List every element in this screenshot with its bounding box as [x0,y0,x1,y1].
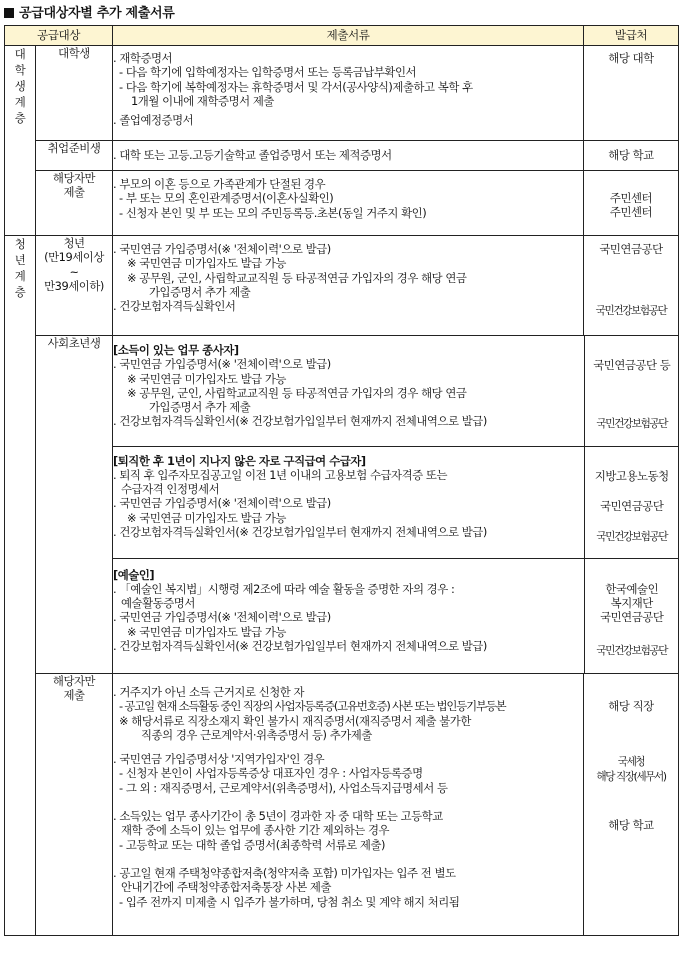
target-univ-applicable: 해당자만 제출 [36,171,113,236]
block-school-period: . 소득있는 업무 종사기간이 총 5년이 경과한 자 중 대학 또는 고등학교 재학 중에 소득이 있는 업무에 종사한 기간 제외하는 경우 - 고등학교 또는 대학 졸업 증명서(최종학력 서류로 제출) [113,809,443,852]
table-header-row [5,26,679,46]
group-retired: [퇴직한 후 1년이 지나지 않은 자로 구직급여 수급자] . 퇴직 후 입주자모집공고일 이전 1년 이내의 고용보험 수급자격증 또는 수급자격 인정명세서 . 국민연금 가입증명서(※ '전체이력'으로 발급) ※ 국민연금 미가입자도 발급 가능 . 건강보험자격득실확인서(※ 건강보험가입일부터 현재까지 전체내역으로 발급) 지방고용노동청 국민연금공단 국민건강보험공단 [113,446,679,558]
row-univ-jobseeker [5,141,679,171]
row-univ-student [5,46,679,141]
row-univ-applicable [5,171,679,236]
docs-student: . 재학증명서 - 다음 학기에 입학예정자는 입학증명서 또는 등록금납부확인서 - 다음 학기에 복학예정자는 휴학증명서 및 각서(공사양식)제출하고 복학 후 1개월 이내에 재학증명서 제출 . 졸업예정증명서 [113,46,584,141]
block-income-base: . 거주지가 아닌 소득 근거지로 신청한 자 - 공고일 현재 소득활동 중인 직장의 사업자등록증(고유번호증) 사본 또는 법인등기부등본 ※ 해당서류로 직장소재지 확인 불가시 재직증명서(재직증명서 제출 불가한 직종의 경우 근로계약서·위촉증명서 등) 추가제출 [113,685,506,742]
docs-univ-applicable: . 부모의 이혼 등으로 가족관계가 단절된 경우 - 부 또는 모의 혼인관계증명서(이혼사실확인) - 신청자 본인 및 부 또는 모의 주민등록등.초본(동일 거주지 확인) [113,171,584,236]
issuer-youth-applicable: 해당 직장 국세청 해당 직장(세무서) 해당 학교 [584,674,679,936]
square-bullet-icon [4,8,14,18]
section-title: 공급대상자별 추가 제출서류 [4,2,175,21]
block-housing-savings: . 공고일 현재 주택청약종합저축(청약저축 포함) 미가입자는 입주 전 별도 안내기간에 주택청약종합저축통장 사본 제출 - 입주 전까지 미제출 시 입주가 불가하며, 당첨 취소 및 계약 해지 처리됨 [113,865,460,909]
group-employed: [소득이 있는 업무 종사자] . 국민연금 가입증명서(※ '전체이력'으로 발급) ※ 국민연금 미가입자도 발급 가능 ※ 공무원, 군인, 사립학교교직원 등 타공적연금 가입자의 경우 해당 연금 가입증명서 추가 제출 . 건강보험자격득실확인서(※ 건강보험가입일부터 현재까지 전체내역으로 발급) 국민연금공단 등 국민건강보험공단 [113,336,679,446]
row-youth-newworker [5,336,679,674]
issuer-youngadult: 국민연금공단 국민건강보험공단 [584,236,679,336]
row-youth-youngadult [5,236,679,336]
docs-youngadult: . 국민연금 가입증명서(※ '전체이력'으로 발급) ※ 국민연금 미가입자도 발급 가능 ※ 공무원, 군인, 사립학교교직원 등 타공적연금 가입자의 경우 해당 연금 가입증명서 추가 제출 . 건강보험자격득실확인서 [113,236,584,336]
header-issuer: 발급처 [584,26,679,46]
group-artist: [예술인] . 「예술인 복지법」시행령 제2조에 따라 예술 활동을 증명한 자의 경우 : 예술활동증명서 . 국민연금 가입증명서(※ '전체이력'으로 발급) ※ 국민연금 미가입자도 발급 가능 . 건강보험자격득실확인서(※ 건강보험가입일부터 현재까지 전체내역으로 발급) 한국예술인 복지재단 국민연금공단 국민건강보험공단 [113,558,679,673]
group-heading-artist: [예술인] [113,567,155,582]
category-youth: 청 년 계 층 [5,236,36,936]
category-univ: 대 학 생 계 층 [5,46,36,236]
docs-youth-applicable [113,674,584,936]
block-regional-subscriber: . 국민연금 가입증명서상 '지역가입자'인 경우 - 신청자 본인이 사업자등록증상 대표자인 경우 : 사업자등록증명 - 그 외 : 재직증명서, 근로계약서(위촉증명서), 사업소득지급명세서 등 [113,752,448,795]
target-youth-applicable: 해당자만 제출 [36,674,113,936]
group-heading-retired: [퇴직한 후 1년이 지나지 않은 자로 구직급여 수급자] [113,453,366,468]
issuer-student: 해당 대학 [584,46,679,141]
target-youngadult: 청년 (만19세이상 ~ 만39세이하) [36,236,113,336]
group-heading-employed: [소득이 있는 업무 종사자] [113,343,239,357]
target-student: 대학생 [36,46,113,141]
newworker-group-table [113,336,679,673]
header-docs: 제출서류 [113,26,584,46]
target-jobseeker: 취업준비생 [36,141,113,171]
issuer-univ-applicable: 주민센터 주민센터 [584,171,679,236]
newworker-groups [113,336,679,674]
issuer-jobseeker: 해당 학교 [584,141,679,171]
target-newworker: 사회초년생 [36,336,113,674]
documents-table [4,25,679,936]
header-target: 공급대상 [5,26,113,46]
row-youth-applicable [5,674,679,936]
docs-jobseeker: . 대학 또는 고등.고등기술학교 졸업증명서 또는 제적증명서 [113,141,584,171]
